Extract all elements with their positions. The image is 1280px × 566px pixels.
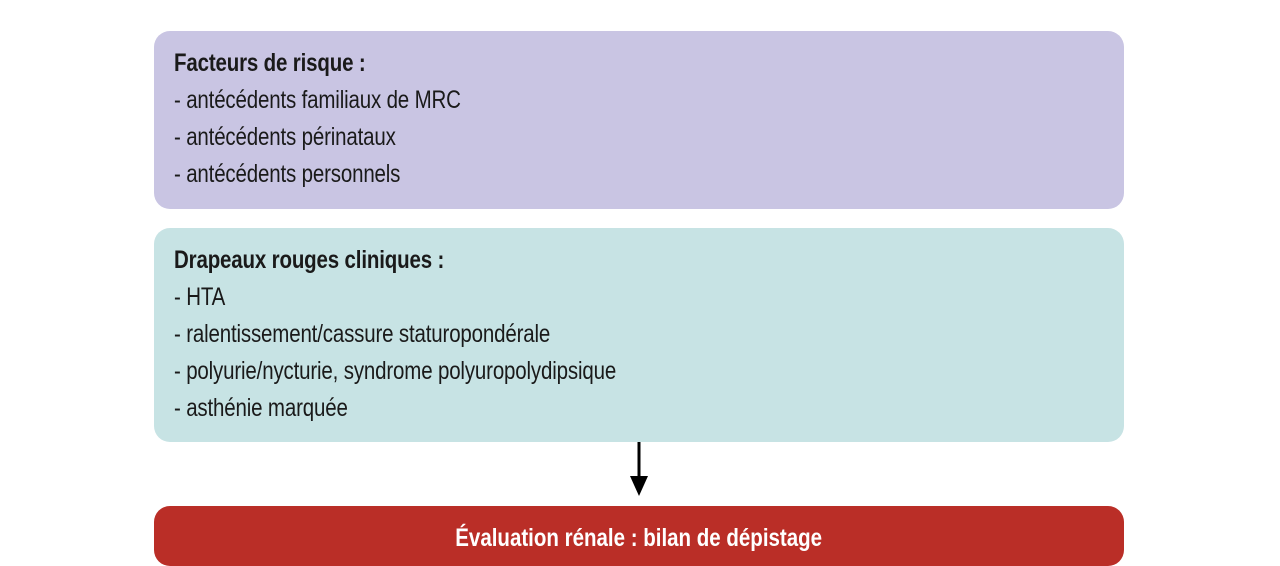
evaluation-title: Évaluation rénale : bilan de dépistage (455, 524, 823, 552)
red-flag-item: - HTA (174, 283, 226, 311)
risk-factors-box (154, 31, 1124, 209)
red-flags-title: Drapeaux rouges cliniques : (174, 246, 445, 274)
red-flag-item: - asthénie marquée (174, 394, 348, 422)
evaluation-box (154, 506, 1124, 566)
red-flag-item: - polyurie/nycturie, syndrome polyuropolydipsique (174, 357, 617, 385)
risk-factor-item: - antécédents familiaux de MRC (174, 86, 461, 114)
risk-factor-item: - antécédents personnels (174, 160, 401, 188)
red-flags-box (154, 228, 1124, 442)
down-arrow-icon (628, 442, 650, 498)
red-flag-item: - ralentissement/cassure staturopondérale (174, 320, 551, 348)
risk-factor-item: - antécédents périnataux (174, 123, 396, 151)
risk-factors-title: Facteurs de risque : (174, 49, 366, 77)
